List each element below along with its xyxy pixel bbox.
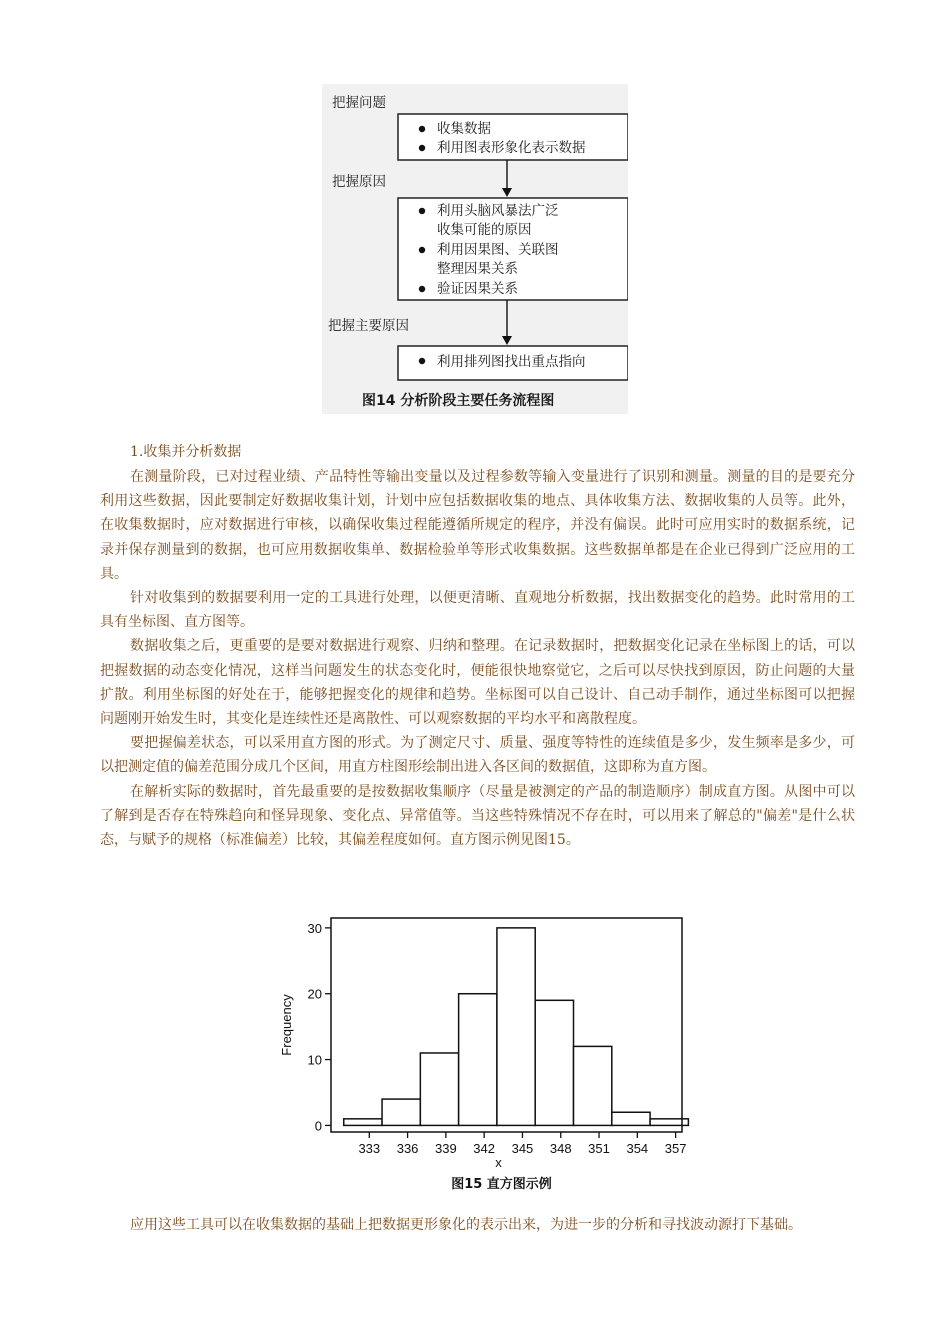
histogram-bar [344,1119,382,1126]
x-tick-label: 339 [435,1141,457,1156]
x-tick-label: 333 [358,1141,381,1156]
histogram-bar [612,1112,650,1125]
flow-item: 整理因果关系 [437,261,518,277]
flow-item: 收集数据 [437,121,491,137]
x-tick-label: 342 [473,1141,496,1156]
paragraph: 针对收集到的数据要利用一定的工具进行处理，以便更清晰、直观地分析数据，找出数据变化的趋势。此时常用的工具有坐标图、直方图等。 [100,590,855,631]
x-tick-label: 345 [511,1141,534,1156]
arrow-down-icon [502,336,512,345]
flow-item: 利用因果图、关联图 [437,242,559,258]
flow-item: 利用排列图找出重点指向 [437,354,586,370]
histogram-bar [497,928,535,1126]
flow-item: 利用头脑风暴法广泛 [437,203,559,219]
histogram-svg [276,912,690,1202]
figure-caption: 图14 分析阶段主要任务流程图 [362,393,555,409]
paragraph: 在解析实际的数据时，首先最重要的是按数据收集顺序（尽量是被测定的产品的制造顺序）制成直方图。从图中可以了解到是否存在特殊趋向和怪异现象、变化点、异常值等。当这些特殊情况不存在时，可以用来了解总的"偏差"是什么状态，与赋予的规格（标准偏差）比较，其偏差程度如何。直方图示例见图15。 [100,783,855,849]
x-tick-label: 336 [396,1141,419,1156]
bullet-icon [419,126,425,132]
stage-label-cause: 把握原因 [332,174,386,190]
flowchart-figure [322,84,628,414]
flowchart-svg [322,84,628,414]
section-heading: 1.收集并分析数据 [130,444,242,460]
paragraph: 要把握偏差状态，可以采用直方图的形式。为了测定尺寸、质量、强度等特性的连续值是多少，发生频率是多少，可以把测定值的偏差范围分成几个区间，用直方柱图形绘制出进入各区间的数据值，这即称为直方图。 [100,735,855,776]
bullet-icon [419,247,425,253]
arrow-down-icon [502,188,512,197]
stage-label-main-cause: 把握主要原因 [328,318,409,334]
flow-item: 收集可能的原因 [437,222,532,238]
y-tick-label: 30 [307,920,322,936]
y-axis-label: Frequency [279,994,294,1056]
y-tick-label: 0 [314,1118,322,1134]
x-tick-label: 354 [626,1141,649,1156]
stage-label-problem: 把握问题 [332,95,386,111]
paragraph: 在测量阶段，已对过程业绩、产品特性等输出变量以及过程参数等输入变量进行了识别和测量。测量的目的是要充分利用这些数据，因此要制定好数据收集计划，计划中应包括数据收集的地点、具体收集方法、数据收集的人员等。此外，在收集数据时，应对数据进行审核，以确保收集过程能遵循所规定的程序，并没有偏误。此时可应用实时的数据系统，记录并保存测量到的数据，也可应用数据收集单、数据检验单等形式收集数据。这些数据单都是在企业已得到广泛应用的工具。 [100,469,855,582]
x-tick-label: 357 [664,1141,687,1156]
histogram-bar [535,1000,573,1125]
histogram-bar [420,1053,458,1125]
bullet-icon [419,145,425,151]
bullet-icon [419,286,425,292]
paragraph: 数据收集之后，更重要的是要对数据进行观察、归纳和整理。在记录数据时，把数据变化记录在坐标图上的话，可以把握数据的动态变化情况，这样当问题发生的状态变化时，便能很快地察觉它，之后可以尽快找到原因，防止问题的大量扩散。利用坐标图的好处在于，能够把握变化的规律和趋势。坐标图可以自己设计、自己动手制作，通过坐标图可以把握问题刚开始发生时，其变化是连续性还是离散性、可以观察数据的平均水平和离散程度。 [100,638,855,728]
histogram-figure [276,912,690,1202]
x-tick-label: 351 [588,1141,610,1156]
histogram-bar [459,994,497,1126]
closing-text [100,1213,855,1237]
flow-item: 验证因果关系 [437,281,518,297]
body-text [100,465,855,852]
flow-item: 利用图表形象化表示数据 [437,140,586,156]
bullet-icon [419,208,425,214]
histogram-bar [574,1046,612,1125]
x-axis-label: x [495,1155,502,1170]
histogram-bar [382,1099,420,1125]
x-tick-label: 348 [549,1141,572,1156]
y-tick-label: 10 [307,1052,322,1068]
y-tick-label: 20 [307,986,322,1002]
bullet-icon [419,358,425,364]
figure-caption: 图15 直方图示例 [451,1177,552,1192]
paragraph: 应用这些工具可以在收集数据的基础上把数据更形象化的表示出来，为进一步的分析和寻找波动源打下基础。 [130,1217,802,1233]
